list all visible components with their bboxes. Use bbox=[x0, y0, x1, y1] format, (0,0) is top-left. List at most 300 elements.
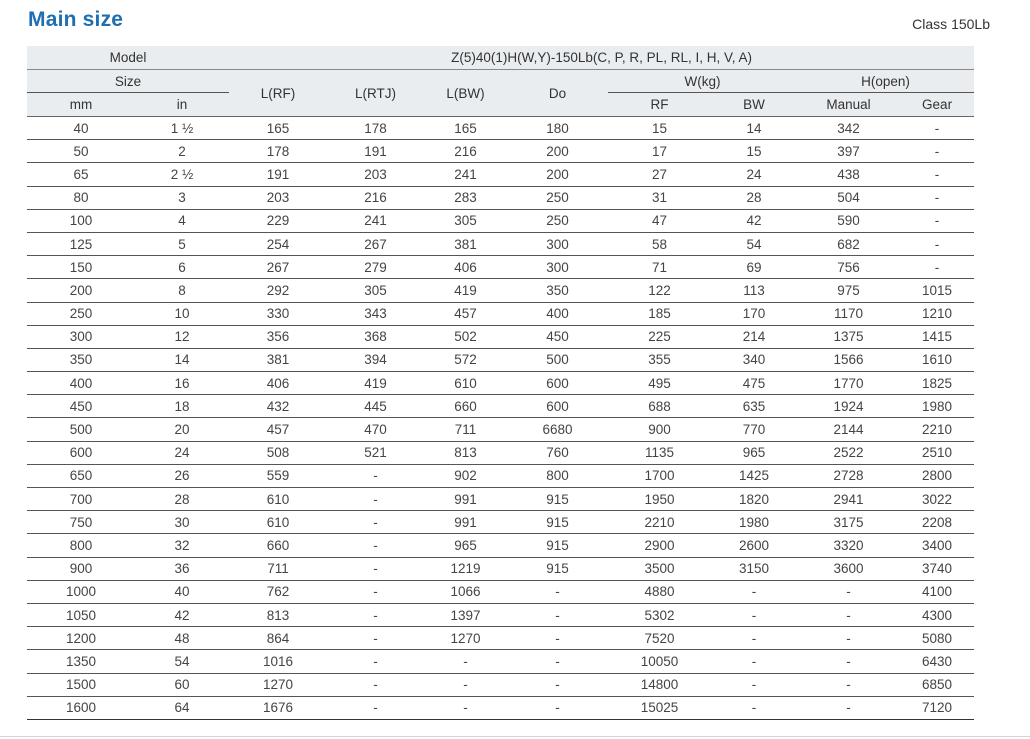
length-bw-cell: 1219 bbox=[424, 557, 507, 580]
table-row bbox=[27, 232, 974, 255]
length-bw-cell: 1270 bbox=[424, 627, 507, 650]
table-row bbox=[27, 279, 974, 302]
height-manual-cell: 3175 bbox=[797, 511, 900, 534]
height-manual-cell: 504 bbox=[797, 186, 900, 209]
do-cell: 915 bbox=[507, 511, 608, 534]
height-manual-cell: 438 bbox=[797, 163, 900, 186]
do-cell: 250 bbox=[507, 186, 608, 209]
weight-rf-cell: 122 bbox=[608, 279, 711, 302]
height-gear-cell: - bbox=[900, 140, 974, 163]
size-in-cell: 64 bbox=[135, 696, 229, 719]
length-rf-cell: 165 bbox=[229, 117, 327, 140]
do-cell: 300 bbox=[507, 256, 608, 279]
table-row bbox=[27, 325, 974, 348]
length-rtj-cell: 191 bbox=[327, 140, 424, 163]
do-cell: 200 bbox=[507, 163, 608, 186]
length-rf-cell: 381 bbox=[229, 348, 327, 371]
size-in-cell: 40 bbox=[135, 580, 229, 603]
height-manual-cell: 2728 bbox=[797, 464, 900, 487]
size-mm-cell: 300 bbox=[27, 325, 135, 348]
weight-rf-cell: 4880 bbox=[608, 580, 711, 603]
size-in-cell: 32 bbox=[135, 534, 229, 557]
length-rf-cell: 610 bbox=[229, 488, 327, 511]
table-row bbox=[27, 163, 974, 186]
height-manual-cell: 682 bbox=[797, 232, 900, 255]
length-rf-cell: 432 bbox=[229, 395, 327, 418]
height-manual-cell: - bbox=[797, 650, 900, 673]
weight-bw-cell: 1820 bbox=[711, 488, 797, 511]
weight-header: W(kg) bbox=[608, 70, 797, 93]
table-row bbox=[27, 673, 974, 696]
weight-rf-cell: 31 bbox=[608, 186, 711, 209]
length-rf-cell: 457 bbox=[229, 418, 327, 441]
do-cell: - bbox=[507, 650, 608, 673]
length-bw-cell: 381 bbox=[424, 232, 507, 255]
length-rtj-cell: 267 bbox=[327, 232, 424, 255]
size-mm-cell: 1050 bbox=[27, 603, 135, 626]
length-rf-cell: 356 bbox=[229, 325, 327, 348]
height-gear-cell: 2510 bbox=[900, 441, 974, 464]
height-gear-cell: 6850 bbox=[900, 673, 974, 696]
length-rf-cell: 660 bbox=[229, 534, 327, 557]
length-rtj-cell: - bbox=[327, 534, 424, 557]
weight-rf-cell: 5302 bbox=[608, 603, 711, 626]
weight-rf-cell: 15 bbox=[608, 117, 711, 140]
length-rf-cell: 330 bbox=[229, 302, 327, 325]
length-rtj-cell: 305 bbox=[327, 279, 424, 302]
weight-bw-cell: 170 bbox=[711, 302, 797, 325]
length-bw-cell: - bbox=[424, 696, 507, 719]
weight-rf-cell: 14800 bbox=[608, 673, 711, 696]
weight-bw-cell: 15 bbox=[711, 140, 797, 163]
height-manual-cell: - bbox=[797, 580, 900, 603]
model-label: Model bbox=[27, 46, 229, 70]
length-bw-cell: 241 bbox=[424, 163, 507, 186]
do-cell: 915 bbox=[507, 488, 608, 511]
weight-bw-cell: - bbox=[711, 627, 797, 650]
table-row bbox=[27, 488, 974, 511]
length-rtj-cell: 368 bbox=[327, 325, 424, 348]
height-gear-cell: - bbox=[900, 163, 974, 186]
table-row bbox=[27, 302, 974, 325]
length-bw-cell: - bbox=[424, 650, 507, 673]
size-in-cell: 8 bbox=[135, 279, 229, 302]
length-rf-cell: 292 bbox=[229, 279, 327, 302]
mm-header: mm bbox=[27, 93, 135, 117]
weight-bw-cell: 14 bbox=[711, 117, 797, 140]
height-manual-cell: - bbox=[797, 673, 900, 696]
height-gear-cell: - bbox=[900, 256, 974, 279]
length-rf-cell: 864 bbox=[229, 627, 327, 650]
size-in-cell: 2 bbox=[135, 140, 229, 163]
size-in-cell: 24 bbox=[135, 441, 229, 464]
length-rf-cell: 203 bbox=[229, 186, 327, 209]
height-gear-cell: - bbox=[900, 117, 974, 140]
length-bw-cell: 419 bbox=[424, 279, 507, 302]
size-in-cell: 2 ½ bbox=[135, 163, 229, 186]
weight-bw-cell: 69 bbox=[711, 256, 797, 279]
length-rf-cell: 1270 bbox=[229, 673, 327, 696]
size-in-cell: 60 bbox=[135, 673, 229, 696]
height-manual-cell: 1566 bbox=[797, 348, 900, 371]
size-label: Size bbox=[27, 70, 229, 93]
do-cell: 760 bbox=[507, 441, 608, 464]
do-cell: - bbox=[507, 580, 608, 603]
length-rtj-cell: 419 bbox=[327, 372, 424, 395]
weight-rf-cell: 3500 bbox=[608, 557, 711, 580]
size-mm-cell: 125 bbox=[27, 232, 135, 255]
table-row bbox=[27, 140, 974, 163]
do-cell: 300 bbox=[507, 232, 608, 255]
length-rf-cell: 813 bbox=[229, 603, 327, 626]
length-rtj-cell: 394 bbox=[327, 348, 424, 371]
height-gear-cell: - bbox=[900, 232, 974, 255]
do-header: Do bbox=[507, 70, 608, 117]
height-gear-cell: 1825 bbox=[900, 372, 974, 395]
length-rtj-cell: - bbox=[327, 464, 424, 487]
length-rtj-cell: 279 bbox=[327, 256, 424, 279]
length-rtj-cell: 178 bbox=[327, 117, 424, 140]
length-rf-cell: 267 bbox=[229, 256, 327, 279]
table-row bbox=[27, 627, 974, 650]
do-cell: 915 bbox=[507, 557, 608, 580]
weight-rf-cell: 1700 bbox=[608, 464, 711, 487]
weight-bw-cell: 3150 bbox=[711, 557, 797, 580]
table-row bbox=[27, 441, 974, 464]
bw-header: BW bbox=[711, 93, 797, 117]
length-rtj-cell: 521 bbox=[327, 441, 424, 464]
size-mm-cell: 450 bbox=[27, 395, 135, 418]
height-manual-cell: 1170 bbox=[797, 302, 900, 325]
height-gear-cell: 1015 bbox=[900, 279, 974, 302]
length-bw-cell: 216 bbox=[424, 140, 507, 163]
weight-rf-cell: 17 bbox=[608, 140, 711, 163]
weight-bw-cell: 1980 bbox=[711, 511, 797, 534]
length-rtj-cell: 203 bbox=[327, 163, 424, 186]
height-manual-cell: 3600 bbox=[797, 557, 900, 580]
height-gear-cell: 4100 bbox=[900, 580, 974, 603]
size-in-cell: 5 bbox=[135, 232, 229, 255]
height-gear-cell: 3022 bbox=[900, 488, 974, 511]
table-row bbox=[27, 348, 974, 371]
table-row bbox=[27, 464, 974, 487]
size-mm-cell: 200 bbox=[27, 279, 135, 302]
table-row bbox=[27, 650, 974, 673]
height-manual-cell: 590 bbox=[797, 209, 900, 232]
weight-bw-cell: 770 bbox=[711, 418, 797, 441]
weight-rf-cell: 7520 bbox=[608, 627, 711, 650]
length-rtj-cell: - bbox=[327, 580, 424, 603]
length-bw-cell: 406 bbox=[424, 256, 507, 279]
size-mm-cell: 750 bbox=[27, 511, 135, 534]
length-rf-cell: 711 bbox=[229, 557, 327, 580]
table-row bbox=[27, 534, 974, 557]
height-gear-cell: - bbox=[900, 209, 974, 232]
length-rf-cell: 508 bbox=[229, 441, 327, 464]
height-gear-cell: 2800 bbox=[900, 464, 974, 487]
height-manual-cell: 3320 bbox=[797, 534, 900, 557]
table-row bbox=[27, 117, 974, 140]
height-manual-cell: 756 bbox=[797, 256, 900, 279]
weight-bw-cell: 340 bbox=[711, 348, 797, 371]
size-mm-cell: 600 bbox=[27, 441, 135, 464]
do-cell: 250 bbox=[507, 209, 608, 232]
height-gear-cell: 4300 bbox=[900, 603, 974, 626]
rf-header: RF bbox=[608, 93, 711, 117]
table-row bbox=[27, 372, 974, 395]
length-rtj-cell: - bbox=[327, 696, 424, 719]
height-gear-cell: 3740 bbox=[900, 557, 974, 580]
size-mm-cell: 500 bbox=[27, 418, 135, 441]
length-rtj-cell: - bbox=[327, 557, 424, 580]
weight-bw-cell: 24 bbox=[711, 163, 797, 186]
weight-bw-cell: 2600 bbox=[711, 534, 797, 557]
size-in-cell: 26 bbox=[135, 464, 229, 487]
length-rtj-cell: - bbox=[327, 673, 424, 696]
do-cell: 180 bbox=[507, 117, 608, 140]
length-rf-cell: 1016 bbox=[229, 650, 327, 673]
do-cell: 600 bbox=[507, 395, 608, 418]
height-manual-cell: 2522 bbox=[797, 441, 900, 464]
weight-bw-cell: 42 bbox=[711, 209, 797, 232]
size-mm-cell: 400 bbox=[27, 372, 135, 395]
table-row bbox=[27, 209, 974, 232]
size-in-cell: 6 bbox=[135, 256, 229, 279]
length-rf-cell: 406 bbox=[229, 372, 327, 395]
height-manual-cell: 397 bbox=[797, 140, 900, 163]
table-row bbox=[27, 395, 974, 418]
lbw-header: L(BW) bbox=[424, 70, 507, 117]
length-rtj-cell: 470 bbox=[327, 418, 424, 441]
length-bw-cell: 572 bbox=[424, 348, 507, 371]
length-rtj-cell: - bbox=[327, 627, 424, 650]
height-manual-cell: 2941 bbox=[797, 488, 900, 511]
length-bw-cell: 1066 bbox=[424, 580, 507, 603]
table-body bbox=[27, 117, 974, 720]
weight-rf-cell: 47 bbox=[608, 209, 711, 232]
size-in-cell: 1 ½ bbox=[135, 117, 229, 140]
weight-bw-cell: 475 bbox=[711, 372, 797, 395]
weight-bw-cell: 113 bbox=[711, 279, 797, 302]
size-mm-cell: 700 bbox=[27, 488, 135, 511]
length-rtj-cell: 343 bbox=[327, 302, 424, 325]
size-in-cell: 30 bbox=[135, 511, 229, 534]
length-rtj-cell: - bbox=[327, 511, 424, 534]
weight-rf-cell: 15025 bbox=[608, 696, 711, 719]
length-rtj-cell: - bbox=[327, 650, 424, 673]
length-rf-cell: 254 bbox=[229, 232, 327, 255]
table-row bbox=[27, 557, 974, 580]
weight-rf-cell: 71 bbox=[608, 256, 711, 279]
height-gear-cell: - bbox=[900, 186, 974, 209]
do-cell: 500 bbox=[507, 348, 608, 371]
do-cell: 350 bbox=[507, 279, 608, 302]
height-manual-cell: - bbox=[797, 603, 900, 626]
weight-rf-cell: 355 bbox=[608, 348, 711, 371]
height-manual-cell: 1375 bbox=[797, 325, 900, 348]
table-row bbox=[27, 603, 974, 626]
height-gear-cell: 7120 bbox=[900, 696, 974, 719]
length-bw-cell: 991 bbox=[424, 511, 507, 534]
length-rf-cell: 191 bbox=[229, 163, 327, 186]
height-gear-cell: 2210 bbox=[900, 418, 974, 441]
size-in-cell: 28 bbox=[135, 488, 229, 511]
weight-rf-cell: 1950 bbox=[608, 488, 711, 511]
do-cell: - bbox=[507, 627, 608, 650]
height-manual-cell: 1924 bbox=[797, 395, 900, 418]
height-gear-cell: 1210 bbox=[900, 302, 974, 325]
length-bw-cell: 165 bbox=[424, 117, 507, 140]
manual-header: Manual bbox=[797, 93, 900, 117]
weight-bw-cell: 214 bbox=[711, 325, 797, 348]
size-in-cell: 42 bbox=[135, 603, 229, 626]
length-rf-cell: 559 bbox=[229, 464, 327, 487]
size-mm-cell: 1000 bbox=[27, 580, 135, 603]
weight-bw-cell: - bbox=[711, 603, 797, 626]
weight-rf-cell: 900 bbox=[608, 418, 711, 441]
weight-rf-cell: 58 bbox=[608, 232, 711, 255]
weight-rf-cell: 10050 bbox=[608, 650, 711, 673]
size-mm-cell: 40 bbox=[27, 117, 135, 140]
height-gear-cell: 1610 bbox=[900, 348, 974, 371]
table-row bbox=[27, 696, 974, 719]
size-mm-cell: 350 bbox=[27, 348, 135, 371]
length-bw-cell: 902 bbox=[424, 464, 507, 487]
do-cell: 450 bbox=[507, 325, 608, 348]
size-in-cell: 12 bbox=[135, 325, 229, 348]
length-rf-cell: 762 bbox=[229, 580, 327, 603]
weight-rf-cell: 225 bbox=[608, 325, 711, 348]
height-manual-cell: 2144 bbox=[797, 418, 900, 441]
size-in-cell: 18 bbox=[135, 395, 229, 418]
size-in-cell: 48 bbox=[135, 627, 229, 650]
table-row bbox=[27, 186, 974, 209]
length-bw-cell: 660 bbox=[424, 395, 507, 418]
size-in-cell: 4 bbox=[135, 209, 229, 232]
size-in-cell: 14 bbox=[135, 348, 229, 371]
do-cell: - bbox=[507, 696, 608, 719]
table-row bbox=[27, 418, 974, 441]
table-row bbox=[27, 580, 974, 603]
page-title: Main size bbox=[28, 8, 124, 31]
length-bw-cell: - bbox=[424, 673, 507, 696]
length-rf-cell: 610 bbox=[229, 511, 327, 534]
class-label: Class 150Lb bbox=[912, 16, 990, 32]
length-bw-cell: 457 bbox=[424, 302, 507, 325]
length-bw-cell: 965 bbox=[424, 534, 507, 557]
length-rtj-cell: - bbox=[327, 603, 424, 626]
do-cell: 600 bbox=[507, 372, 608, 395]
size-mm-cell: 800 bbox=[27, 534, 135, 557]
size-in-cell: 20 bbox=[135, 418, 229, 441]
height-gear-cell: 6430 bbox=[900, 650, 974, 673]
weight-bw-cell: 54 bbox=[711, 232, 797, 255]
size-in-cell: 54 bbox=[135, 650, 229, 673]
size-mm-cell: 1350 bbox=[27, 650, 135, 673]
length-bw-cell: 813 bbox=[424, 441, 507, 464]
length-bw-cell: 1397 bbox=[424, 603, 507, 626]
table-row bbox=[27, 256, 974, 279]
size-in-cell: 3 bbox=[135, 186, 229, 209]
size-mm-cell: 150 bbox=[27, 256, 135, 279]
weight-bw-cell: 1425 bbox=[711, 464, 797, 487]
length-rtj-cell: 445 bbox=[327, 395, 424, 418]
height-gear-cell: 5080 bbox=[900, 627, 974, 650]
weight-bw-cell: - bbox=[711, 650, 797, 673]
size-mm-cell: 100 bbox=[27, 209, 135, 232]
weight-rf-cell: 2900 bbox=[608, 534, 711, 557]
size-in-cell: 16 bbox=[135, 372, 229, 395]
height-gear-cell: 2208 bbox=[900, 511, 974, 534]
lrtj-header: L(RTJ) bbox=[327, 70, 424, 117]
weight-rf-cell: 688 bbox=[608, 395, 711, 418]
size-mm-cell: 650 bbox=[27, 464, 135, 487]
size-mm-cell: 250 bbox=[27, 302, 135, 325]
weight-bw-cell: - bbox=[711, 673, 797, 696]
weight-rf-cell: 2210 bbox=[608, 511, 711, 534]
do-cell: - bbox=[507, 603, 608, 626]
size-mm-cell: 80 bbox=[27, 186, 135, 209]
length-bw-cell: 305 bbox=[424, 209, 507, 232]
weight-bw-cell: - bbox=[711, 696, 797, 719]
height-manual-cell: - bbox=[797, 696, 900, 719]
size-mm-cell: 900 bbox=[27, 557, 135, 580]
do-cell: 6680 bbox=[507, 418, 608, 441]
length-bw-cell: 610 bbox=[424, 372, 507, 395]
length-bw-cell: 711 bbox=[424, 418, 507, 441]
do-cell: 915 bbox=[507, 534, 608, 557]
weight-bw-cell: - bbox=[711, 580, 797, 603]
height-manual-cell: 1770 bbox=[797, 372, 900, 395]
height-gear-cell: 1980 bbox=[900, 395, 974, 418]
height-gear-cell: 1415 bbox=[900, 325, 974, 348]
height-manual-cell: 342 bbox=[797, 117, 900, 140]
height-manual-cell: - bbox=[797, 627, 900, 650]
weight-bw-cell: 965 bbox=[711, 441, 797, 464]
size-mm-cell: 65 bbox=[27, 163, 135, 186]
height-gear-cell: 3400 bbox=[900, 534, 974, 557]
weight-bw-cell: 635 bbox=[711, 395, 797, 418]
do-cell: - bbox=[507, 673, 608, 696]
size-mm-cell: 1500 bbox=[27, 673, 135, 696]
length-rtj-cell: 241 bbox=[327, 209, 424, 232]
weight-rf-cell: 185 bbox=[608, 302, 711, 325]
size-mm-cell: 1200 bbox=[27, 627, 135, 650]
length-bw-cell: 502 bbox=[424, 325, 507, 348]
do-cell: 800 bbox=[507, 464, 608, 487]
length-rf-cell: 229 bbox=[229, 209, 327, 232]
gear-header: Gear bbox=[900, 93, 974, 117]
weight-bw-cell: 28 bbox=[711, 186, 797, 209]
size-in-cell: 10 bbox=[135, 302, 229, 325]
weight-rf-cell: 495 bbox=[608, 372, 711, 395]
size-in-cell: 36 bbox=[135, 557, 229, 580]
length-rtj-cell: 216 bbox=[327, 186, 424, 209]
do-cell: 200 bbox=[507, 140, 608, 163]
do-cell: 400 bbox=[507, 302, 608, 325]
size-mm-cell: 50 bbox=[27, 140, 135, 163]
length-bw-cell: 283 bbox=[424, 186, 507, 209]
table-header bbox=[27, 46, 974, 117]
weight-rf-cell: 1135 bbox=[608, 441, 711, 464]
length-bw-cell: 991 bbox=[424, 488, 507, 511]
table-row bbox=[27, 511, 974, 534]
bottom-divider bbox=[0, 736, 1030, 737]
length-rf-cell: 1676 bbox=[229, 696, 327, 719]
lrf-header: L(RF) bbox=[229, 70, 327, 117]
main-size-table bbox=[27, 46, 974, 720]
length-rf-cell: 178 bbox=[229, 140, 327, 163]
